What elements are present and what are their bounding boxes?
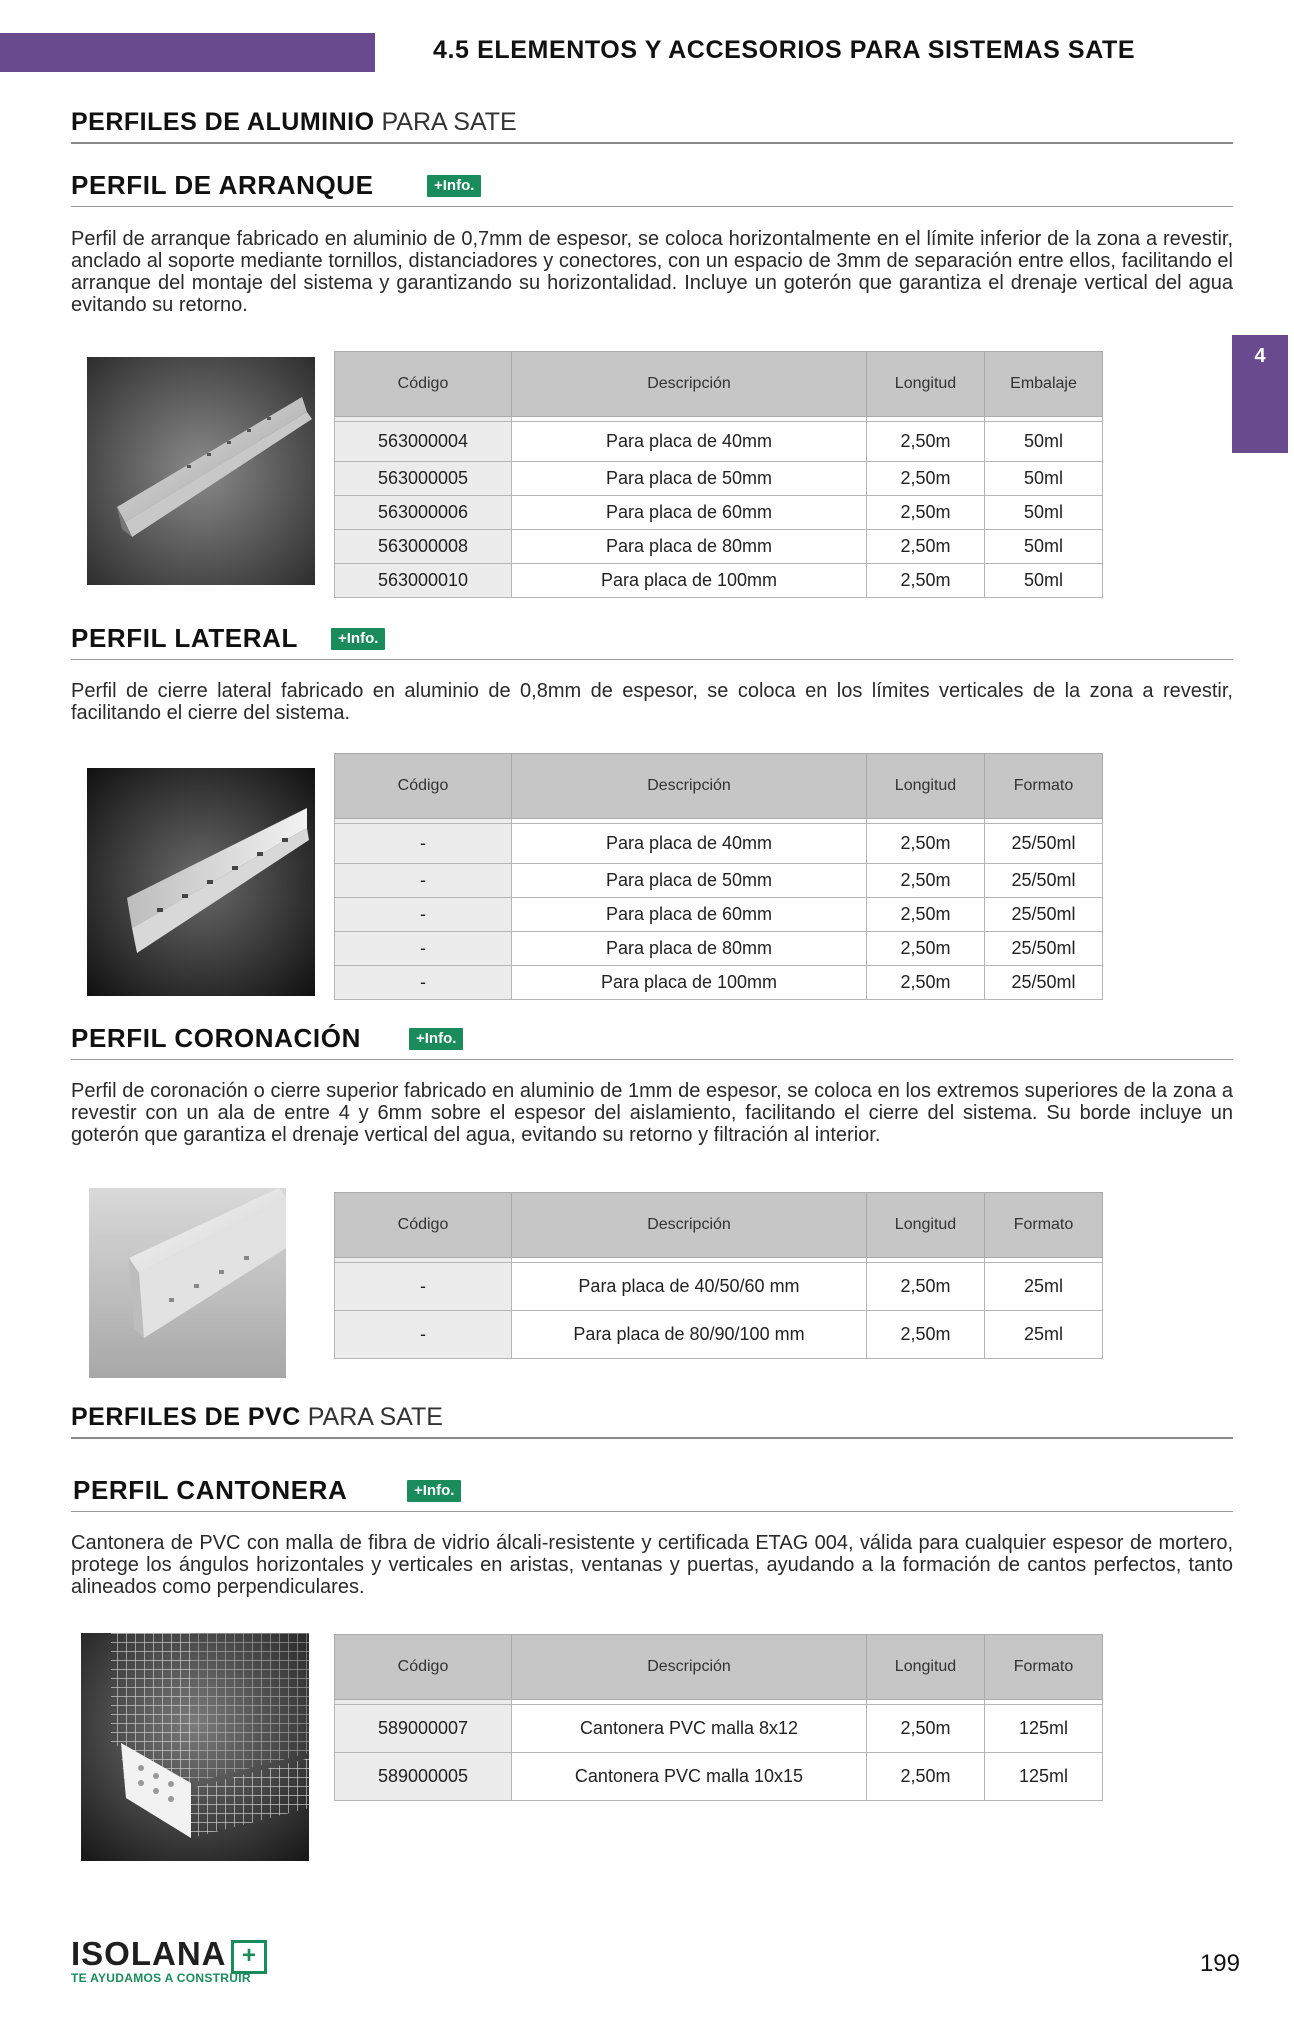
cell-code: 563000010: [335, 564, 512, 598]
cell-code: -: [335, 864, 512, 898]
logo-plus-icon: +: [231, 1940, 267, 1974]
cell-code: 589000007: [335, 1705, 512, 1753]
cell-length: 2,50m: [867, 864, 985, 898]
product-title-text: PERFIL LATERAL: [71, 623, 298, 653]
product-title-arranque: [71, 170, 1233, 207]
column-header: Descripción: [512, 1193, 867, 1258]
cell-description: Para placa de 40mm: [512, 824, 867, 864]
table-row: [335, 932, 1103, 966]
logo-wordmark: ISOLANA: [71, 1935, 227, 1972]
cell-description: Para placa de 100mm: [512, 966, 867, 1000]
cell-length: 2,50m: [867, 496, 985, 530]
cell-description: Para placa de 80mm: [512, 932, 867, 966]
cell-description: Para placa de 80/90/100 mm: [512, 1311, 867, 1359]
product-photo-coronacion: [89, 1188, 286, 1378]
table-row: [335, 1311, 1103, 1359]
product-description: Perfil de arranque fabricado en aluminio de 0,7mm de espesor, se coloca horizontalmente en el límite inferior de la zona a revestir, anclado al soporte mediante tornillos, distanciadores y conectores, con un espacio de 3mm de separación entre ellos, facilitando el arranque del montaje del sistema y garantizando su horizontalidad. Incluye un goterón que garantiza el drenaje vertical del agua evitando su retorno.: [71, 228, 1233, 316]
table-row: [335, 1753, 1103, 1801]
product-description: Cantonera de PVC con malla de fibra de vidrio álcali-resistente y certificada ETAG 004, válida para cualquier espesor de mortero, protege los ángulos horizontales y verticales en aristas, ventanas y puertas, ayudando a la formación de cantos perfectos, tanto alineados como perpendiculares.: [71, 1532, 1233, 1598]
cell-description: Para placa de 50mm: [512, 462, 867, 496]
cell-description: Para placa de 40mm: [512, 422, 867, 462]
cell-length: 2,50m: [867, 824, 985, 864]
cell-format: 125ml: [985, 1753, 1103, 1801]
info-badge[interactable]: +Info.: [409, 1028, 463, 1050]
group-title-aluminio: [71, 108, 1233, 144]
group-title-bold: PERFILES DE ALUMINIO: [71, 108, 375, 136]
column-header: Formato: [985, 1193, 1103, 1258]
table-header-row: [335, 1193, 1103, 1258]
cell-code: -: [335, 1311, 512, 1359]
brand-logo: [71, 1935, 311, 1985]
cell-description: Para placa de 50mm: [512, 864, 867, 898]
cell-description: Para placa de 60mm: [512, 496, 867, 530]
cell-format: 25/50ml: [985, 932, 1103, 966]
cell-length: 2,50m: [867, 462, 985, 496]
cell-description: Para placa de 100mm: [512, 564, 867, 598]
cell-code: -: [335, 932, 512, 966]
table-row: [335, 898, 1103, 932]
column-header: Código: [335, 1635, 512, 1700]
column-header: Descripción: [512, 352, 867, 417]
info-badge[interactable]: +Info.: [331, 628, 385, 650]
table-row: [335, 530, 1103, 564]
table-row: [335, 496, 1103, 530]
spec-table-arranque: [334, 351, 1103, 598]
cell-format: 25/50ml: [985, 864, 1103, 898]
cell-format: 125ml: [985, 1705, 1103, 1753]
cell-description: Para placa de 60mm: [512, 898, 867, 932]
column-header: Embalaje: [985, 352, 1103, 417]
table-row: [335, 824, 1103, 864]
table-header-row: [335, 754, 1103, 819]
cell-format: 25ml: [985, 1311, 1103, 1359]
group-title-bold: PERFILES DE PVC: [71, 1403, 301, 1431]
column-header: Código: [335, 754, 512, 819]
product-description: Perfil de coronación o cierre superior fabricado en aluminio de 1mm de espesor, se coloca en los extremos superiores de la zona a revestir con un ala de entre 4 y 6mm sobre el espesor del aislamiento, facilitando el cierre del sistema. Su borde incluye un goterón que garantiza el drenaje vertical del agua, evitando su retorno y filtración al interior.: [71, 1080, 1233, 1146]
product-photo-arranque: [87, 357, 315, 585]
product-title-text: PERFIL CORONACIÓN: [71, 1023, 361, 1053]
cell-length: 2,50m: [867, 1753, 985, 1801]
cell-code: 563000006: [335, 496, 512, 530]
cell-length: 2,50m: [867, 966, 985, 1000]
product-title-text: PERFIL CANTONERA: [73, 1475, 348, 1505]
cell-description: Cantonera PVC malla 8x12: [512, 1705, 867, 1753]
cell-code: 589000005: [335, 1753, 512, 1801]
cell-format: 25/50ml: [985, 824, 1103, 864]
group-title-light: PARA SATE: [381, 108, 517, 136]
table-row: [335, 1263, 1103, 1311]
cell-length: 2,50m: [867, 564, 985, 598]
cell-format: 25/50ml: [985, 966, 1103, 1000]
product-title-coronacion: [71, 1023, 1233, 1060]
column-header: Código: [335, 352, 512, 417]
table-header-row: [335, 1635, 1103, 1700]
cell-length: 2,50m: [867, 1705, 985, 1753]
group-title-light: PARA SATE: [307, 1403, 443, 1431]
cell-code: -: [335, 966, 512, 1000]
cell-code: 563000005: [335, 462, 512, 496]
column-header: Longitud: [867, 352, 985, 417]
cell-code: -: [335, 824, 512, 864]
info-badge[interactable]: +Info.: [427, 175, 481, 197]
table-row: [335, 966, 1103, 1000]
page-number: 199: [1199, 1950, 1240, 1977]
column-header: Longitud: [867, 1193, 985, 1258]
table-row: [335, 864, 1103, 898]
table-row: [335, 1705, 1103, 1753]
cell-length: 2,50m: [867, 1311, 985, 1359]
column-header: Formato: [985, 754, 1103, 819]
table-row: [335, 462, 1103, 496]
product-description: Perfil de cierre lateral fabricado en aluminio de 0,8mm de espesor, se coloca en los límites verticales de la zona a revestir, facilitando el cierre del sistema.: [71, 680, 1233, 724]
spec-table-coronacion: [334, 1192, 1103, 1359]
cell-format: 50ml: [985, 564, 1103, 598]
logo-tagline: TE AYUDAMOS A CONSTRUIR: [71, 1971, 251, 1985]
column-header: Formato: [985, 1635, 1103, 1700]
cell-code: 563000004: [335, 422, 512, 462]
cell-code: 563000008: [335, 530, 512, 564]
cell-format: 50ml: [985, 496, 1103, 530]
column-header: Descripción: [512, 754, 867, 819]
spec-table-lateral: [334, 753, 1103, 1000]
page-title: 4.5 ELEMENTOS Y ACCESORIOS PARA SISTEMAS SATE: [433, 36, 1136, 64]
product-photo-lateral: [87, 768, 315, 996]
cell-format: 50ml: [985, 530, 1103, 564]
table-header-row: [335, 352, 1103, 417]
cell-length: 2,50m: [867, 530, 985, 564]
product-title-lateral: [71, 623, 1233, 660]
table-row: [335, 422, 1103, 462]
cell-code: -: [335, 1263, 512, 1311]
info-badge[interactable]: +Info.: [407, 1480, 461, 1502]
column-header: Longitud: [867, 754, 985, 819]
cell-length: 2,50m: [867, 932, 985, 966]
product-photo-cantonera: [81, 1633, 309, 1861]
column-header: Código: [335, 1193, 512, 1258]
group-title-pvc: [71, 1403, 1233, 1439]
chapter-number: 4: [1254, 345, 1266, 367]
cell-format: 25/50ml: [985, 898, 1103, 932]
cell-format: 50ml: [985, 462, 1103, 496]
spec-table-cantonera: [334, 1634, 1103, 1801]
column-header: Longitud: [867, 1635, 985, 1700]
table-row: [335, 564, 1103, 598]
cell-description: Para placa de 40/50/60 mm: [512, 1263, 867, 1311]
cell-length: 2,50m: [867, 898, 985, 932]
cell-length: 2,50m: [867, 422, 985, 462]
header-color-bar: [0, 33, 375, 72]
cell-length: 2,50m: [867, 1263, 985, 1311]
column-header: Descripción: [512, 1635, 867, 1700]
cell-description: Cantonera PVC malla 10x15: [512, 1753, 867, 1801]
cell-format: 50ml: [985, 422, 1103, 462]
product-title-text: PERFIL DE ARRANQUE: [71, 170, 374, 200]
cell-code: -: [335, 898, 512, 932]
cell-format: 25ml: [985, 1263, 1103, 1311]
cell-description: Para placa de 80mm: [512, 530, 867, 564]
product-title-cantonera: [71, 1475, 1233, 1512]
